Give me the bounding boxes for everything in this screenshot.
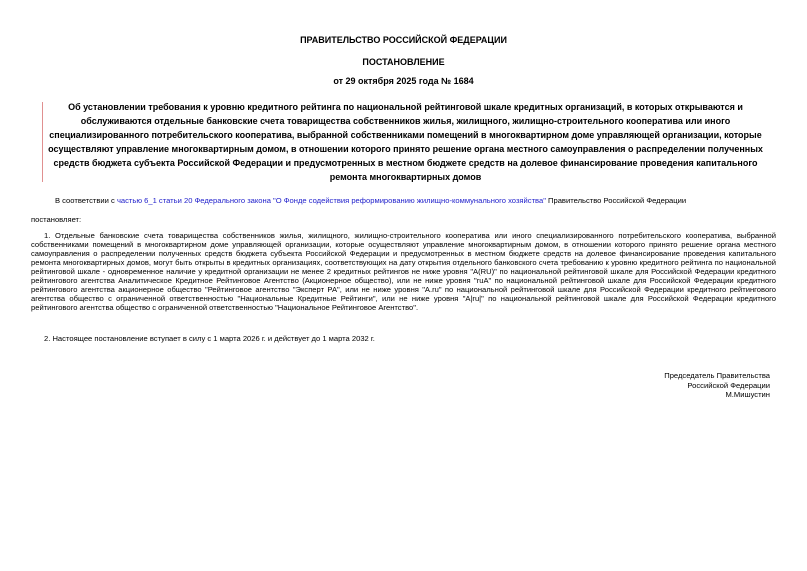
- document-type: ПОСТАНОВЛЕНИЕ: [362, 57, 445, 67]
- signatory-position-line-1: Председатель Правительства: [664, 371, 770, 380]
- law-reference-link[interactable]: частью 6_1 статьи 20 Федерального закона "О Фонде содействия реформированию жилищно-коммунального хозяйства": [116, 196, 546, 205]
- preamble-paragraph: [31, 196, 776, 205]
- issuing-authority: ПРАВИТЕЛЬСТВО РОССИЙСКОЙ ФЕДЕРАЦИИ: [300, 35, 507, 45]
- document-date-number: от 29 октября 2025 года № 1684: [333, 76, 474, 86]
- preamble-prefix: В соответствии с: [55, 196, 117, 205]
- document-title: Об установлении требования к уровню кредитного рейтинга по национальной рейтинговой шкале кредитных организаций, в которых открываются и обслуживаются отдельные банковские счета товарищества собственников жилья, жилищного, жилищно-строительного кооператива или иного специализированного потребительского кооператива, выбранной собственниками помещений в многоквартирном доме управляющей организации, которые осуществляют управление многоквартирным домом, в отношении которого принято решение органа местного самоуправления о распределении полученных средств бюджета субъекта Российской Федерации и предусмотренных в местном бюджете средств на долевое финансирование проведения капитального ремонта многоквартирных домов: [48, 102, 763, 182]
- signatory-name: М.Мишустин: [725, 390, 770, 399]
- document-header: [0, 0, 807, 86]
- resolves-label: постановляет:: [31, 215, 82, 224]
- clause-2-paragraph: 2. Настоящее постановление вступает в силу с 1 марта 2026 г. и действует до 1 марта 2032 г.: [44, 334, 375, 343]
- signature-block: [664, 371, 770, 400]
- revision-marker-line: [42, 102, 43, 182]
- document-title-block: [44, 100, 767, 184]
- preamble-suffix: Правительство Российской Федерации: [545, 196, 687, 205]
- clause-1-paragraph: 1. Отдельные банковские счета товарищества собственников жилья, жилищного, жилищно-строительного кооператива или иного специализированного потребительского кооператива, выбранной собственниками помещений в многоквартирном доме управляющей организации, которые осуществляют управление многоквартирным домом, в отношении которого принято решение органа местного самоуправления о распределении полученных средств бюджета субъекта Российской Федерации и предусмотренных в местном бюджете средств на долевое финансирование проведения капитального ремонта многоквартирных домов, могут быть открыты в кредитных организациях, соответствующих на дату открытия отдельного банковского счета требованию к уровню кредитного рейтинга по национальной рейтинговой шкале - одновременное наличие у кредитной организации не менее 2 кредитных рейтингов не ниже уровня "A(RU)" по национальной рейтинговой шкале для Российской Федерации кредитного рейтингового агентства Аналитическое Кредитное Рейтинговое Агентство (Акционерное общество), или не ниже уровня "ruA" по национальной рейтинговой шкале для Российской Федерации кредитного рейтингового агентства акционерное общество "Рейтинговое агентство "Эксперт РА", или не ниже уровня "A.ru" по национальной рейтинговой шкале для Российской Федерации кредитного рейтингового агентства общество с ограниченной ответственностью "Национальные Кредитные Рейтинги", или не ниже уровня "A|ru|" по национальной рейтинговой шкале для Российской Федерации кредитного рейтингового агентства общество с ограниченной ответственностью "Национальное Рейтинговое Агентство".: [31, 231, 776, 312]
- signatory-position-line-2: Российской Федерации: [687, 380, 770, 390]
